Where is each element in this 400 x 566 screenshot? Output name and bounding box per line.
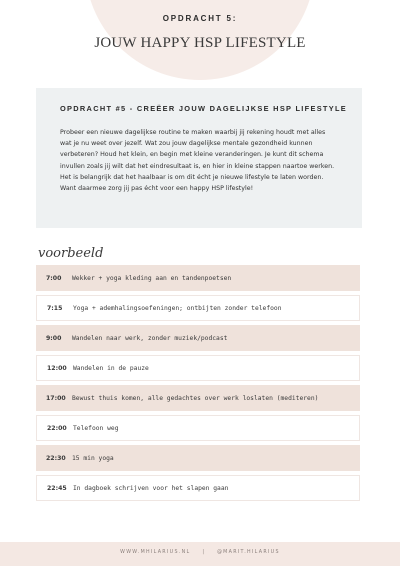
schedule-row	[36, 385, 360, 411]
description-line: Want daarmee zorg jij pas écht voor een happy HSP lifestyle!	[60, 185, 254, 193]
example-label: voorbeeld	[38, 246, 104, 261]
schedule-activity: Wandelen naar werk, zonder muziek/podcast	[72, 334, 228, 342]
schedule-time: 7:00	[46, 274, 62, 282]
schedule-activity: 15 min yoga	[72, 454, 114, 462]
page-title: JOUW HAPPY HSP LIFESTYLE	[94, 35, 306, 51]
page-footer	[0, 542, 400, 566]
schedule-activity: Wekker + yoga kleding aan en tandenpoetsen	[72, 274, 232, 282]
schedule-time: 22:00	[47, 424, 67, 432]
schedule-time: 22:30	[46, 454, 66, 462]
schedule-row	[36, 355, 360, 381]
schedule-row	[36, 295, 360, 321]
assignment-heading: OPDRACHT #5 - CREËER JOUW DAGELIJKSE HSP LIFESTYLE	[60, 104, 348, 113]
footer-social-handle[interactable]: @MARIT.HILARIUS	[217, 550, 280, 555]
schedule-activity: Yoga + ademhalingsoefeningen; ontbijten zonder telefoon	[73, 304, 282, 312]
schedule-time: 17:00	[46, 394, 66, 402]
description-line: verbeteren? Houd het klein, en begin met kleine veranderingen. Je kunt dit schema	[60, 151, 324, 159]
description-line: Probeer een nieuwe dagelijkse routine te maken waarbij jij rekening houdt met alles	[60, 129, 326, 136]
schedule-time: 22:45	[47, 484, 67, 492]
daily-schedule	[36, 265, 360, 505]
schedule-activity: In dagboek schrijven voor het slapen gaan	[73, 484, 229, 492]
description-line: invullen zoals jij wilt dat het eindresultaat is, en hier in kleine stappen naartoe werken.	[60, 162, 335, 170]
assignment-kicker: OPDRACHT 5:	[162, 14, 238, 23]
schedule-activity: Wandelen in de pauze	[73, 364, 149, 372]
description-line: Het is belangrijk dat het haalbaar is om dit écht je nieuwe lifestyle te laten worden.	[60, 173, 324, 181]
footer-website-link[interactable]: WWW.MHILARIUS.NL	[120, 550, 191, 555]
schedule-row	[36, 325, 360, 351]
schedule-time: 12:00	[47, 364, 67, 372]
schedule-row	[36, 475, 360, 501]
schedule-row	[36, 265, 360, 291]
assignment-info-box	[36, 88, 362, 228]
description-line: wat je nu weet over jezelf. Wat zou jouw dagelijkse mentale gezondheid kunnen	[60, 140, 313, 148]
schedule-row	[36, 415, 360, 441]
schedule-row	[36, 445, 360, 471]
schedule-time: 7:15	[47, 304, 63, 312]
footer-separator: |	[202, 550, 206, 555]
schedule-activity: Telefoon weg	[73, 424, 119, 432]
schedule-time: 9:00	[46, 334, 62, 342]
schedule-activity: Bewust thuis komen, alle gedachtes over werk loslaten (mediteren)	[72, 394, 319, 402]
page-header	[0, 14, 400, 52]
assignment-description	[60, 127, 348, 194]
